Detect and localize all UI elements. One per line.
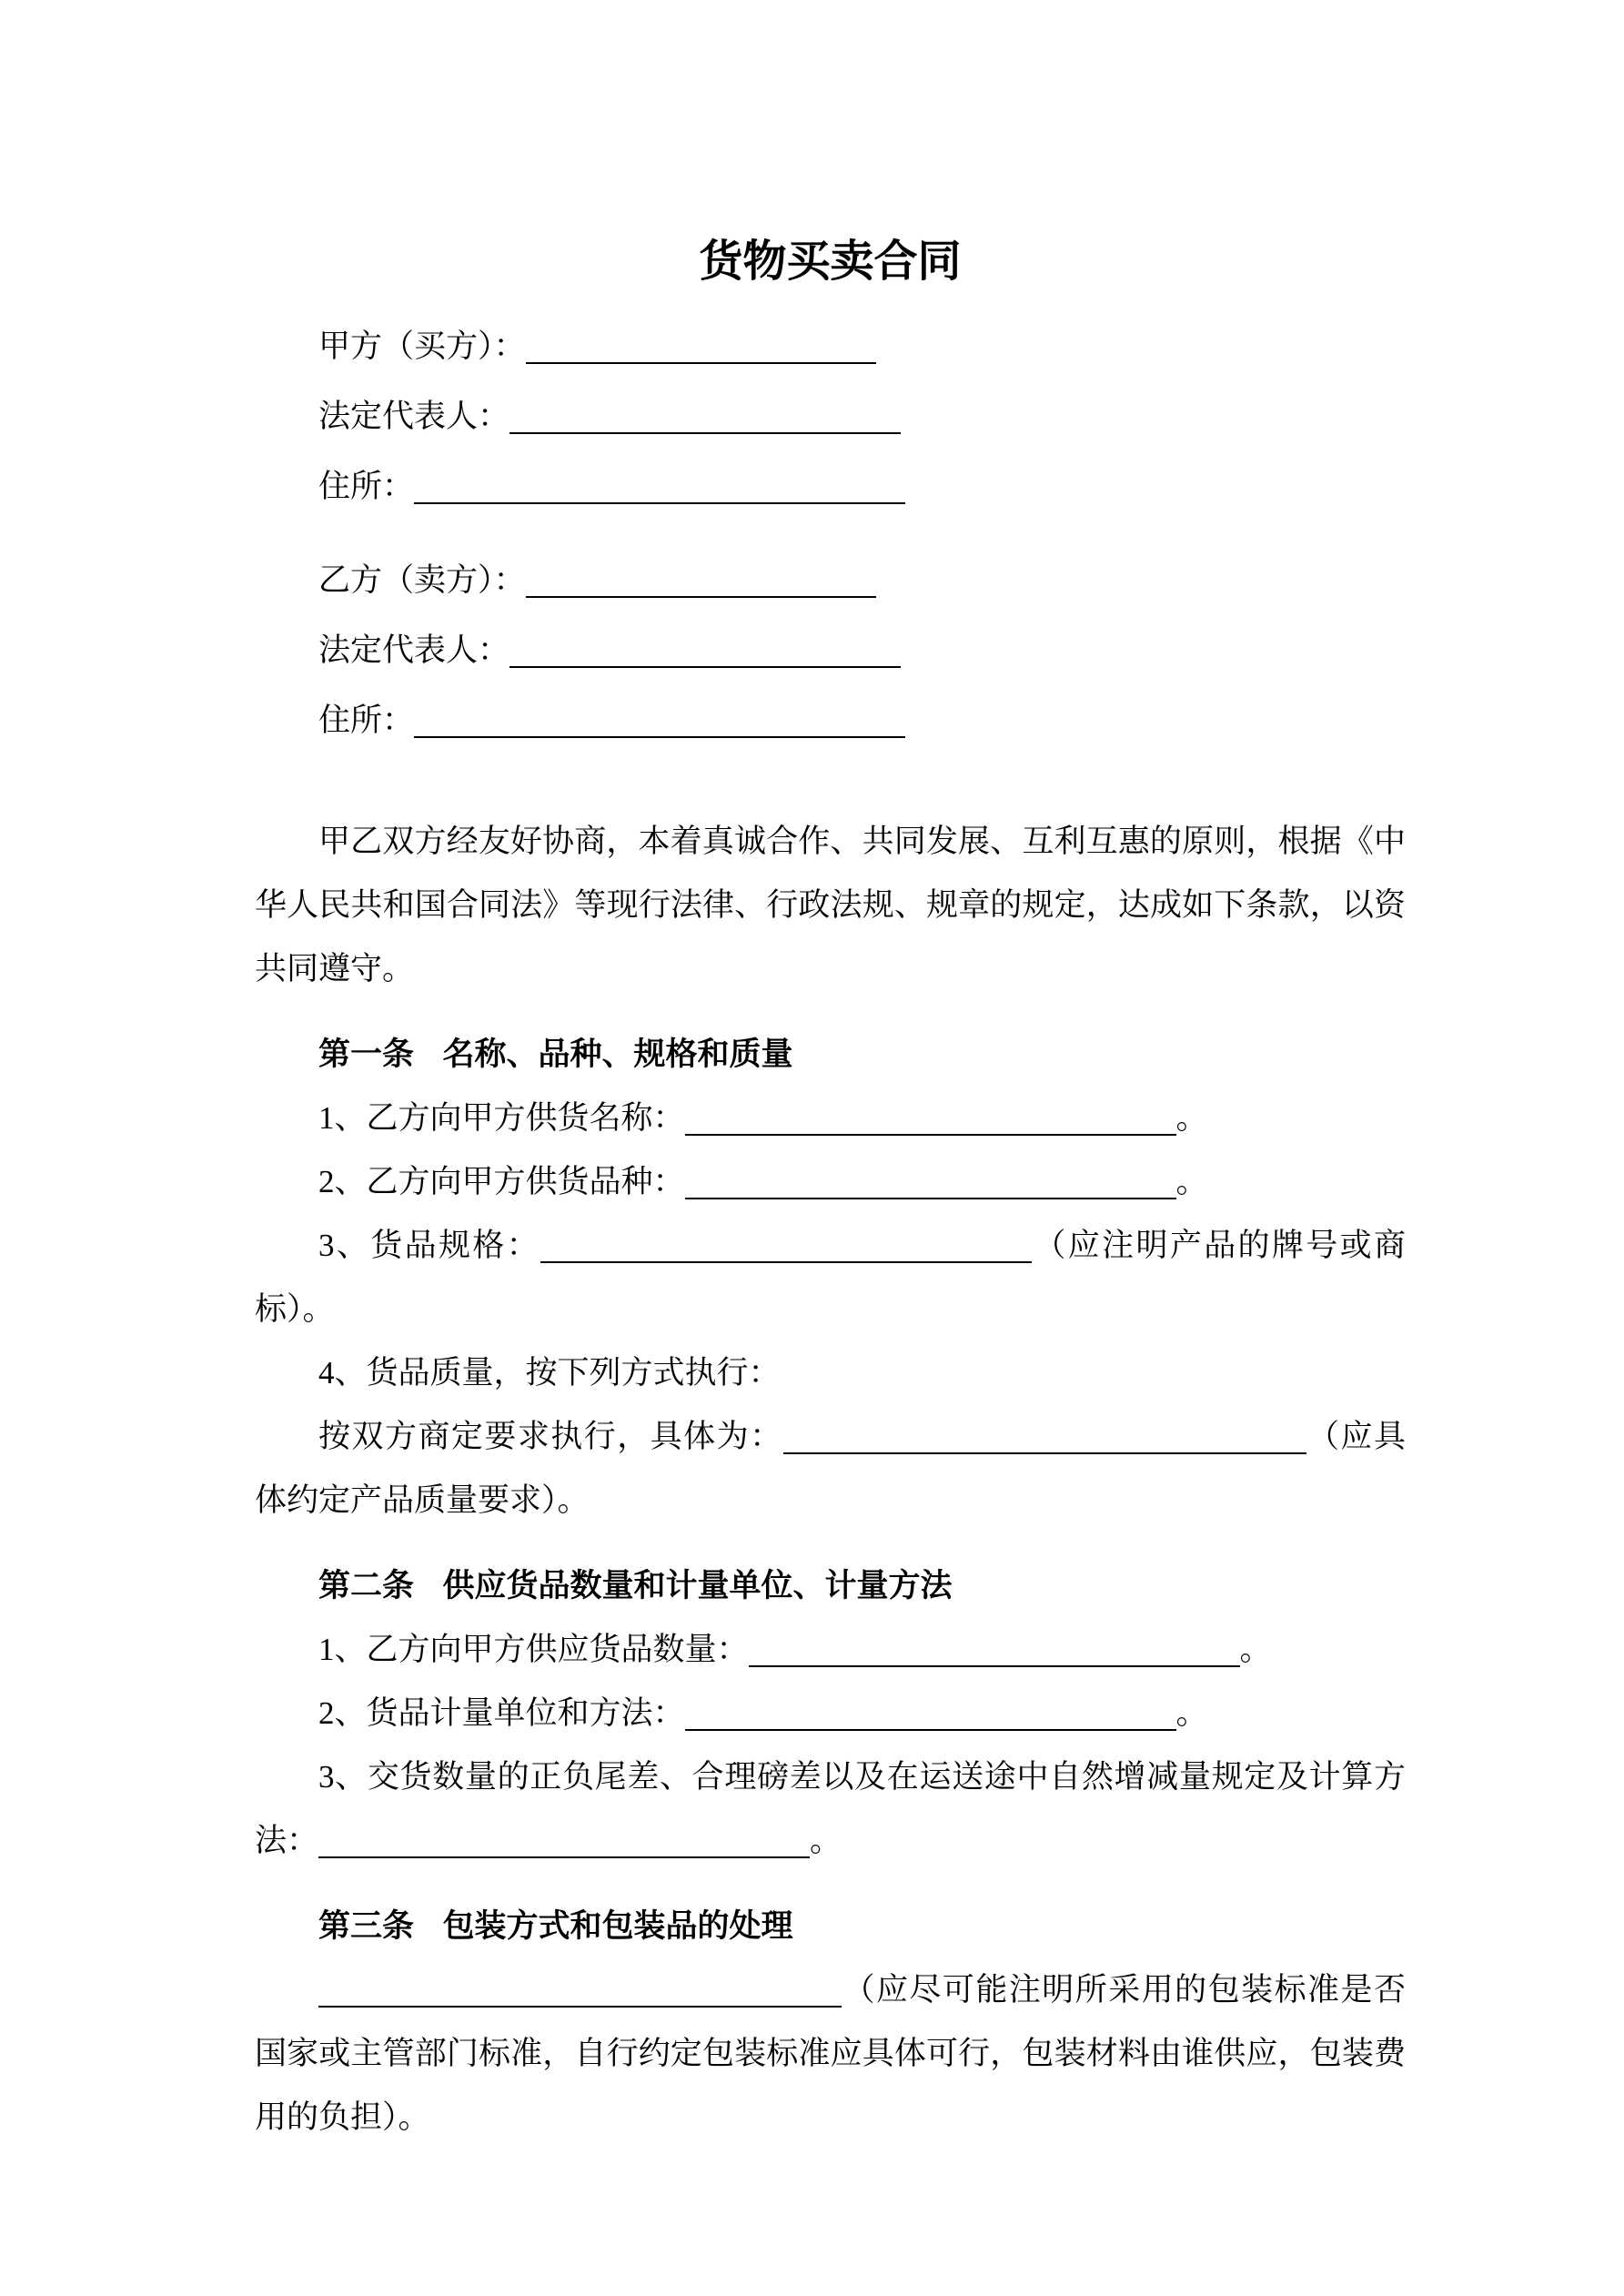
party-b-addr-line [255,685,1406,755]
article1-item1-text: 1、乙方向甲方供货名称： [318,1100,685,1136]
article1-item2-period: 。 [1175,1164,1208,1199]
article2-item3-period: 。 [810,1823,842,1858]
article1-item1 [255,1087,1406,1150]
article1-item4-detail-note: （应具体约定产品质量要求）。 [255,1419,1406,1518]
article2-item1-text: 1、乙方向甲方供应货品数量： [318,1632,749,1667]
article3-blank [318,2006,842,2008]
party-b-name-line [255,545,1406,615]
article1-item4-detail-text: 按双方商定要求执行，具体为： [318,1419,783,1454]
article2-item1 [255,1618,1406,1682]
article2-item2 [255,1682,1406,1745]
article2-number: 第二条 [318,1568,415,1603]
article2-item2-text: 2、货品计量单位和方法： [318,1695,685,1731]
party-b-name-blank [526,596,876,598]
party-b-block [255,545,1406,755]
article2-item1-blank [749,1665,1240,1667]
article2-item1-period: 。 [1239,1632,1272,1667]
party-a-addr-label: 住所： [318,469,415,504]
party-a-name-label: 甲方（买方）： [318,329,526,364]
party-b-rep-line [255,615,1406,685]
article1-title: 名称、品种、规格和质量 [442,1037,793,1072]
article1-heading [255,1023,1406,1087]
article3-heading [255,1895,1406,1958]
article1-number: 第一条 [318,1037,415,1072]
article3-number: 第三条 [318,1908,415,1944]
party-a-block [255,311,1406,521]
party-b-rep-blank [509,666,901,668]
article1-item1-blank [685,1134,1176,1136]
doc-title: 货物买卖合同 [699,238,962,286]
article3-note: （应尽可能注明所采用的包装标准是否国家或主管部门标准，自行约定包装标准应具体可行，包装材料由谁供应，包装费用的负担）。 [255,1972,1406,2135]
article1-item2-blank [685,1198,1176,1199]
article2-item3-text: 3、交货数量的正负尾差、合理磅差以及在运送途中自然增减量规定及计算方法： [255,1759,1406,1858]
article2-item2-blank [685,1729,1176,1731]
article1-item2-text: 2、乙方向甲方供货品种： [318,1164,685,1199]
party-a-name-blank [526,362,876,364]
article1-item4-detail-blank [783,1452,1306,1454]
article2-heading [255,1554,1406,1618]
party-b-addr-label: 住所： [318,703,415,738]
party-b-addr-blank [414,736,905,738]
article1-item4: 4、货品质量，按下列方式执行： [318,1355,781,1391]
article2-item2-period: 。 [1175,1695,1208,1731]
article2-item3 [255,1745,1406,1873]
article3-title: 包装方式和包装品的处理 [442,1908,793,1944]
article1-item3-text: 3、货品规格： [318,1228,541,1263]
party-b-name-label: 乙方（卖方）： [318,562,526,598]
party-a-rep-label: 法定代表人： [318,399,510,434]
party-a-addr-line [255,451,1406,521]
article1-item4-detail [255,1405,1406,1532]
article1-item3-note: （应注明产品的牌号或商标）。 [255,1228,1406,1327]
article1-item1-period: 。 [1175,1100,1208,1136]
article1-item2 [255,1150,1406,1214]
article3-paragraph [255,1958,1406,2149]
preamble-paragraph: 甲乙双方经友好协商，本着真诚合作、共同发展、互利互惠的原则，根据《中华人民共和国合同法》等现行法律、行政法规、规章的规定，达成如下条款，以资共同遵守。 [255,824,1406,986]
article2-item3-blank [318,1856,810,1858]
party-a-rep-line [255,381,1406,451]
party-a-name-line [255,311,1406,381]
party-a-rep-blank [509,432,901,434]
party-b-rep-label: 法定代表人： [318,632,510,668]
party-a-addr-blank [414,502,905,504]
article1-item3 [255,1214,1406,1341]
article2-title: 供应货品数量和计量单位、计量方法 [442,1568,953,1603]
article1-item3-blank [540,1261,1032,1263]
